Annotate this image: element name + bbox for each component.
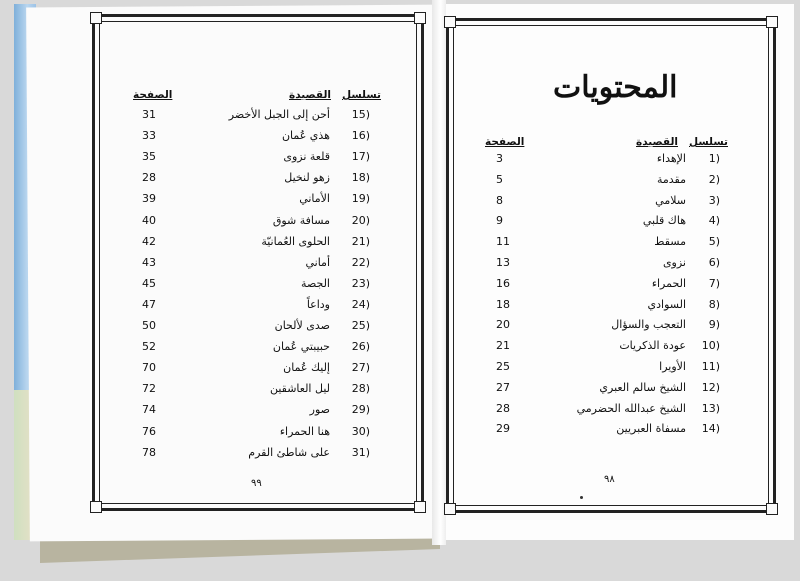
toc-entry-title: هاك قلبي	[642, 214, 686, 228]
left-header-serial: تسلسل	[342, 89, 381, 101]
toc-entry-number: 25)	[351, 319, 370, 332]
toc-entry-page: 76	[142, 424, 156, 438]
toc-entry-number: 29)	[351, 403, 370, 417]
toc-entry-title: أماني	[305, 255, 330, 269]
toc-entry-page: 3	[496, 152, 503, 165]
toc-entry-number: 17)	[351, 150, 370, 164]
toc-entry-page: 72	[142, 382, 156, 396]
toc-entry-title: مسقط	[654, 235, 686, 249]
toc-entry	[490, 214, 720, 232]
toc-entry	[130, 277, 370, 295]
toc-entry	[130, 129, 370, 147]
toc-entry	[130, 446, 370, 464]
toc-entry	[490, 298, 720, 316]
toc-entry-page: 33	[142, 129, 156, 143]
toc-entry	[490, 194, 720, 212]
toc-entry-number: 1)	[708, 152, 720, 165]
toc-entry-page: 47	[142, 297, 156, 311]
corner-ornament	[766, 503, 778, 515]
toc-entry	[490, 360, 720, 378]
toc-entry-number: 10)	[701, 339, 720, 353]
toc-entry	[130, 298, 370, 316]
toc-entry	[490, 318, 720, 336]
toc-entry-title: الحلوى العُمانيّة	[261, 234, 330, 248]
toc-entry-page: 28	[142, 171, 156, 185]
toc-entry-page: 25	[496, 360, 510, 373]
toc-entry	[490, 339, 720, 357]
book-gutter	[432, 0, 446, 545]
toc-entry-page: 43	[142, 255, 156, 269]
toc-entry-number: 21)	[351, 234, 370, 248]
contents-title: المحتويات	[553, 70, 678, 105]
toc-entry-page: 5	[496, 172, 503, 186]
corner-ornament	[414, 12, 426, 24]
toc-entry-title: إليك عُمان	[283, 361, 330, 375]
toc-entry	[130, 235, 370, 253]
toc-entry-title: التعجب والسؤال	[611, 318, 686, 332]
toc-entry-number: 2)	[708, 172, 720, 186]
toc-entry	[130, 319, 370, 337]
toc-entry-page: 70	[142, 361, 156, 375]
toc-entry-title: الحمراء	[651, 276, 686, 290]
toc-entry-number: 20)	[351, 213, 370, 227]
toc-entry-page: 39	[142, 192, 156, 206]
toc-entry-page: 78	[142, 445, 156, 459]
toc-entry-title: أحن إلى الجبل الأخضر	[228, 108, 330, 121]
toc-entry	[130, 171, 370, 189]
toc-entry-title: مقدمة	[656, 172, 686, 186]
toc-entry-title: الشيخ سالم العبري	[599, 380, 686, 394]
toc-entry-number: 13)	[701, 401, 720, 415]
toc-entry-title: الإهداء	[656, 152, 686, 165]
toc-entry-title: هذي عُمان	[281, 129, 330, 143]
toc-entry-number: 15)	[351, 108, 370, 121]
toc-entry-number: 19)	[351, 192, 370, 206]
toc-entry-number: 28)	[351, 382, 370, 396]
toc-entry-title: صدى لألحان	[274, 319, 330, 332]
toc-entry-number: 18)	[351, 171, 370, 185]
corner-ornament	[414, 501, 426, 513]
toc-entry	[130, 214, 370, 232]
toc-entry-title: سلامي	[655, 193, 686, 207]
toc-entry-title: زهو لنخيل	[284, 171, 330, 185]
toc-entry-title: على شاطئ القرم	[248, 445, 330, 459]
toc-entry	[490, 152, 720, 170]
left-header-page: الصفحة	[133, 89, 173, 101]
toc-entry-title: مسافة شوق	[272, 213, 330, 227]
toc-entry-page: 74	[142, 403, 156, 417]
toc-entry-page: 31	[142, 108, 156, 121]
toc-entry	[130, 361, 370, 379]
toc-entry	[130, 150, 370, 168]
toc-entry-page: 21	[496, 339, 510, 353]
toc-entry	[490, 402, 720, 420]
toc-entry	[490, 381, 720, 399]
toc-entry-page: 45	[142, 276, 156, 290]
toc-entry-page: 20	[496, 318, 510, 332]
corner-ornament	[90, 501, 102, 513]
toc-entry	[490, 277, 720, 295]
right-page-number: ٩٨	[604, 474, 615, 485]
toc-entry	[130, 403, 370, 421]
toc-entry-title: الشيخ عبدالله الحضرمي	[576, 401, 686, 415]
toc-entry-page: 29	[496, 422, 510, 436]
toc-entry-title: عودة الذكريات	[619, 339, 686, 353]
right-header-serial: تسلسل	[689, 136, 728, 148]
toc-entry-title: نزوى	[662, 256, 686, 269]
toc-entry-number: 8)	[708, 297, 720, 311]
toc-entry-number: 16)	[351, 129, 370, 143]
toc-entry-title: حبيبتي عُمان	[272, 340, 330, 354]
corner-ornament	[90, 12, 102, 24]
toc-entry-number: 12)	[701, 380, 720, 394]
toc-entry-number: 4)	[708, 214, 720, 228]
toc-entry	[490, 173, 720, 191]
toc-entry-title: مسفاة العبريين	[616, 422, 686, 436]
corner-ornament	[444, 503, 456, 515]
toc-entry-page: 11	[496, 235, 510, 249]
left-page-number: ٩٩	[251, 478, 262, 489]
toc-entry-number: 26)	[351, 340, 370, 354]
toc-entry-number: 27)	[351, 361, 370, 375]
toc-entry-number: 3)	[708, 193, 720, 207]
right-header-page: الصفحة	[485, 136, 525, 148]
toc-entry	[130, 340, 370, 358]
right-header-poem: القصيدة	[636, 136, 678, 148]
toc-entry-number: 5)	[708, 235, 720, 249]
left-header-poem: القصيدة	[289, 89, 331, 101]
toc-entry-page: 16	[496, 276, 510, 290]
toc-entry-title: الأماني	[299, 192, 330, 206]
toc-entry-number: 31)	[351, 445, 370, 459]
toc-entry-title: صور	[309, 403, 330, 417]
toc-entry-title: قلعة نزوى	[283, 150, 330, 164]
toc-entry-number: 22)	[351, 255, 370, 269]
toc-entry-title: الأويرا	[659, 360, 686, 373]
toc-entry-page: 40	[142, 213, 156, 227]
toc-entry-page: 9	[496, 214, 503, 228]
toc-entry	[490, 256, 720, 274]
toc-entry-number: 14)	[701, 422, 720, 436]
toc-entry-page: 35	[142, 150, 156, 164]
toc-entry-number: 7)	[708, 276, 720, 290]
toc-entry-number: 24)	[351, 297, 370, 311]
toc-entry	[490, 235, 720, 253]
toc-entry-page: 13	[496, 256, 510, 269]
toc-entry-title: السوادي	[647, 297, 686, 311]
toc-entry	[130, 382, 370, 400]
toc-entry-title: هنا الحمراء	[279, 424, 330, 438]
toc-entry-page: 50	[142, 319, 156, 332]
toc-entry-number: 11)	[701, 360, 720, 373]
toc-entry	[130, 256, 370, 274]
toc-entry	[490, 422, 720, 440]
toc-entry	[130, 108, 370, 126]
toc-entry-page: 42	[142, 234, 156, 248]
toc-entry-number: 9)	[708, 318, 720, 332]
corner-ornament	[766, 16, 778, 28]
corner-ornament	[444, 16, 456, 28]
toc-entry	[130, 192, 370, 210]
toc-entry-title: ليل العاشقين	[269, 382, 330, 396]
toc-entry-number: 30)	[351, 424, 370, 438]
toc-entry-page: 52	[142, 340, 156, 354]
toc-entry-number: 23)	[351, 276, 370, 290]
toc-entry-title: الجصة	[301, 276, 330, 290]
toc-entry-page: 18	[496, 297, 510, 311]
ink-speck	[580, 496, 583, 499]
toc-entry-title: وداعاً	[306, 297, 330, 311]
toc-entry-number: 6)	[708, 256, 720, 269]
toc-entry-page: 27	[496, 380, 510, 394]
toc-entry	[130, 425, 370, 443]
toc-entry-page: 28	[496, 401, 510, 415]
toc-entry-page: 8	[496, 193, 503, 207]
